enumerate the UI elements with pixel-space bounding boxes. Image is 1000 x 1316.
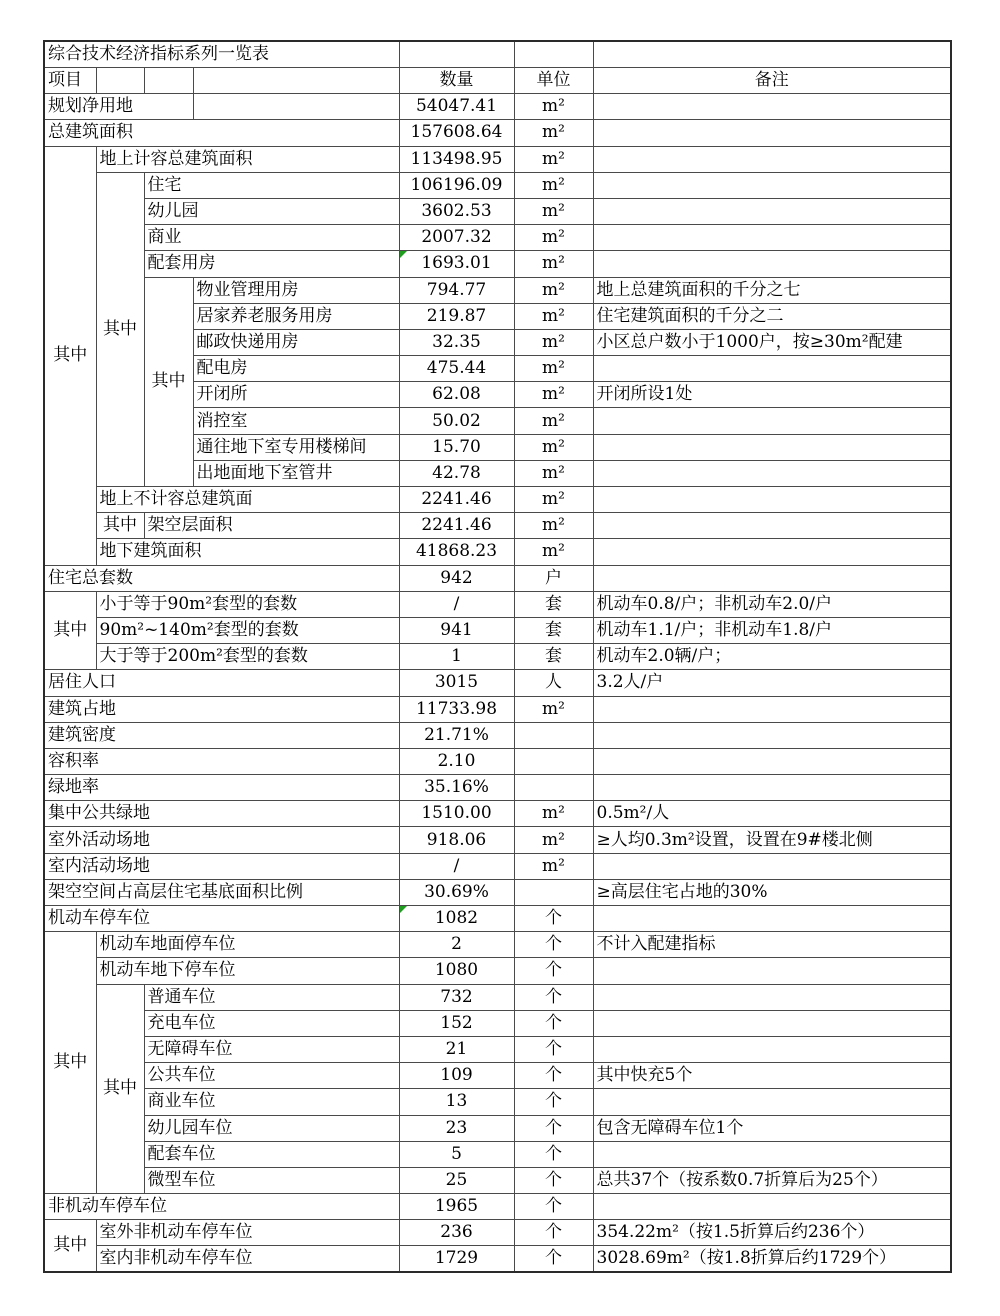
row-label: 室内活动场地 [44, 853, 399, 879]
remark-cell [593, 198, 951, 224]
row-label: 室外活动场地 [44, 827, 399, 853]
quantity-cell: 157608.64 [399, 120, 514, 146]
table-row [44, 906, 951, 932]
remark-cell: ≥人均0.3m²设置，设置在9#楼北侧 [593, 827, 951, 853]
row-label: 商业 [144, 225, 399, 251]
quantity-cell: 2241.46 [399, 487, 514, 513]
remark-cell [593, 146, 951, 172]
table-row [44, 68, 951, 94]
row-label: 容积率 [44, 748, 399, 774]
row-label: 地下建筑面积 [96, 539, 399, 565]
row-label: 公共车位 [144, 1063, 399, 1089]
unit-cell: 个 [514, 1063, 593, 1089]
remark-cell [593, 775, 951, 801]
row-label: 建筑占地 [44, 696, 399, 722]
remark-cell [593, 722, 951, 748]
row-label: 架空空间占高层住宅基底面积比例 [44, 879, 399, 905]
unit-cell: m² [514, 277, 593, 303]
table-row [44, 879, 951, 905]
table-row [44, 251, 951, 277]
table-row [44, 748, 951, 774]
remark-cell [593, 1194, 951, 1220]
spreadsheet-page [43, 40, 952, 1273]
table-row [44, 1141, 951, 1167]
remark-cell: 总共37个（按系数0.7折算后为25个） [593, 1167, 951, 1193]
remark-cell [593, 251, 951, 277]
row-label: 大于等于200m²套型的套数 [96, 644, 399, 670]
table-row [44, 225, 951, 251]
remark-cell: 小区总户数小于1000户，按≥30m²配建 [593, 329, 951, 355]
table-row [44, 853, 951, 879]
table-row [44, 487, 951, 513]
unit-cell: m² [514, 513, 593, 539]
quantity-cell: 13 [399, 1089, 514, 1115]
unit-cell: m² [514, 696, 593, 722]
row-label: 非机动车停车位 [44, 1194, 399, 1220]
unit-cell: 个 [514, 1220, 593, 1246]
table-row [44, 172, 951, 198]
unit-cell: m² [514, 94, 593, 120]
remark-cell [593, 1089, 951, 1115]
unit-cell: 个 [514, 1246, 593, 1273]
quantity-cell: 2 [399, 932, 514, 958]
column-header: 项目 [44, 68, 96, 94]
quantity-cell: / [399, 853, 514, 879]
unit-cell: 个 [514, 1036, 593, 1062]
quantity-cell: 475.44 [399, 356, 514, 382]
quantity-cell: 25 [399, 1167, 514, 1193]
remark-cell [593, 748, 951, 774]
quantity-cell: 21.71% [399, 722, 514, 748]
row-label: 住宅总套数 [44, 565, 399, 591]
remark-cell [593, 853, 951, 879]
unit-cell [514, 722, 593, 748]
column-header: 数量 [399, 68, 514, 94]
quantity-cell: 2241.46 [399, 513, 514, 539]
table-row [44, 1036, 951, 1062]
quantity-cell: 30.69% [399, 879, 514, 905]
table-row [44, 1246, 951, 1273]
remark-cell: 354.22m²（按1.5折算后约236个） [593, 1220, 951, 1246]
remark-cell: 机动车1.1/户；非机动车1.8/户 [593, 617, 951, 643]
empty-cell [514, 41, 593, 68]
unit-cell: m² [514, 801, 593, 827]
row-label: 配套用房 [144, 251, 399, 277]
table-row [44, 801, 951, 827]
table-row [44, 565, 951, 591]
remark-cell [593, 434, 951, 460]
row-label: 微型车位 [144, 1167, 399, 1193]
unit-cell: m² [514, 225, 593, 251]
remark-cell [593, 356, 951, 382]
quantity-cell: 2.10 [399, 748, 514, 774]
quantity-cell: 942 [399, 565, 514, 591]
table-row [44, 277, 951, 303]
remark-cell [593, 94, 951, 120]
row-label: 商业车位 [144, 1089, 399, 1115]
empty-cell [593, 41, 951, 68]
table-row [44, 120, 951, 146]
unit-cell: m² [514, 853, 593, 879]
row-label: 消控室 [193, 408, 399, 434]
table-row [44, 1010, 951, 1036]
quantity-cell: 1965 [399, 1194, 514, 1220]
table-row [44, 722, 951, 748]
row-label: 室外非机动车停车位 [96, 1220, 399, 1246]
row-label: 无障碍车位 [144, 1036, 399, 1062]
table-row [44, 1115, 951, 1141]
unit-cell: 个 [514, 958, 593, 984]
quantity-cell: 1 [399, 644, 514, 670]
remark-cell [593, 984, 951, 1010]
remark-cell [593, 1036, 951, 1062]
unit-cell: 个 [514, 1194, 593, 1220]
row-label: 通往地下室专用楼梯间 [193, 434, 399, 460]
unit-cell: m² [514, 487, 593, 513]
unit-cell: 个 [514, 1010, 593, 1036]
table-row [44, 1063, 951, 1089]
remark-cell [593, 408, 951, 434]
row-label: 居住人口 [44, 670, 399, 696]
quantity-cell: 1729 [399, 1246, 514, 1273]
unit-cell: 户 [514, 565, 593, 591]
empty-cell [193, 68, 399, 94]
unit-cell: m² [514, 198, 593, 224]
remark-cell: 3.2人/户 [593, 670, 951, 696]
remark-cell: 3028.69m²（按1.8折算后约1729个） [593, 1246, 951, 1273]
indicator-table [43, 40, 952, 1273]
row-label: 邮政快递用房 [193, 329, 399, 355]
unit-cell: 套 [514, 617, 593, 643]
remark-cell: 机动车2.0辆/户； [593, 644, 951, 670]
remark-cell [593, 696, 951, 722]
quantity-cell: 1693.01 [399, 251, 514, 277]
quantity-cell: 918.06 [399, 827, 514, 853]
remark-cell [593, 1141, 951, 1167]
quantity-cell: 236 [399, 1220, 514, 1246]
row-label: 出地面地下室管井 [193, 460, 399, 486]
quantity-cell: 23 [399, 1115, 514, 1141]
column-header: 备注 [593, 68, 951, 94]
table-row [44, 617, 951, 643]
table-row [44, 827, 951, 853]
row-label: 地上不计容总建筑面 [96, 487, 399, 513]
unit-cell: m² [514, 382, 593, 408]
quantity-cell: 3015 [399, 670, 514, 696]
row-label: 地上计容总建筑面积 [96, 146, 399, 172]
table-row [44, 1167, 951, 1193]
remark-cell [593, 1010, 951, 1036]
row-label: 机动车地面停车位 [96, 932, 399, 958]
quantity-cell: 15.70 [399, 434, 514, 460]
table-row [44, 984, 951, 1010]
row-label: 物业管理用房 [193, 277, 399, 303]
table-body [44, 41, 951, 1272]
quantity-cell: 32.35 [399, 329, 514, 355]
unit-cell: m² [514, 827, 593, 853]
quantity-cell: 941 [399, 617, 514, 643]
unit-cell [514, 775, 593, 801]
remark-cell: ≥高层住宅占地的30% [593, 879, 951, 905]
unit-cell: m² [514, 329, 593, 355]
remark-cell [593, 539, 951, 565]
empty-cell [144, 68, 193, 94]
row-label: 普通车位 [144, 984, 399, 1010]
unit-cell: m² [514, 434, 593, 460]
table-row [44, 41, 951, 68]
unit-cell: m² [514, 356, 593, 382]
unit-cell: m² [514, 251, 593, 277]
quantity-cell: 42.78 [399, 460, 514, 486]
remark-cell [593, 172, 951, 198]
table-title: 综合技术经济指标系列一览表 [44, 41, 399, 68]
quantity-cell: 109 [399, 1063, 514, 1089]
table-row [44, 775, 951, 801]
row-label: 幼儿园车位 [144, 1115, 399, 1141]
row-label: 机动车地下停车位 [96, 958, 399, 984]
quantity-cell: / [399, 591, 514, 617]
table-row [44, 1089, 951, 1115]
remark-cell: 其中快充5个 [593, 1063, 951, 1089]
group-label-cell: 其中 [96, 513, 144, 539]
table-row [44, 644, 951, 670]
row-label: 配电房 [193, 356, 399, 382]
row-label: 90m²~140m²套型的套数 [96, 617, 399, 643]
remark-cell [593, 565, 951, 591]
empty-cell [96, 68, 144, 94]
remark-cell: 住宅建筑面积的千分之二 [593, 303, 951, 329]
unit-cell: 个 [514, 984, 593, 1010]
remark-cell: 机动车0.8/户；非机动车2.0/户 [593, 591, 951, 617]
row-label: 建筑密度 [44, 722, 399, 748]
quantity-cell: 152 [399, 1010, 514, 1036]
unit-cell: 套 [514, 591, 593, 617]
remark-cell [593, 225, 951, 251]
quantity-cell: 35.16% [399, 775, 514, 801]
row-label: 绿地率 [44, 775, 399, 801]
row-label: 配套车位 [144, 1141, 399, 1167]
table-row [44, 696, 951, 722]
quantity-cell: 11733.98 [399, 696, 514, 722]
quantity-cell: 3602.53 [399, 198, 514, 224]
quantity-cell: 54047.41 [399, 94, 514, 120]
empty-cell [399, 41, 514, 68]
table-row [44, 1194, 951, 1220]
quantity-cell: 41868.23 [399, 539, 514, 565]
table-row [44, 591, 951, 617]
row-label: 居家养老服务用房 [193, 303, 399, 329]
unit-cell: 人 [514, 670, 593, 696]
unit-cell: 个 [514, 906, 593, 932]
row-label: 住宅 [144, 172, 399, 198]
row-label: 开闭所 [193, 382, 399, 408]
quantity-cell: 106196.09 [399, 172, 514, 198]
quantity-cell: 1082 [399, 906, 514, 932]
table-row [44, 932, 951, 958]
remark-cell [593, 513, 951, 539]
unit-cell: 个 [514, 1141, 593, 1167]
quantity-cell: 50.02 [399, 408, 514, 434]
remark-cell: 地上总建筑面积的千分之七 [593, 277, 951, 303]
remark-cell [593, 460, 951, 486]
unit-cell: 套 [514, 644, 593, 670]
table-row [44, 146, 951, 172]
row-label: 总建筑面积 [44, 120, 399, 146]
unit-cell: m² [514, 539, 593, 565]
group-label-cell: 其中 [96, 172, 144, 486]
table-row [44, 198, 951, 224]
row-label: 幼儿园 [144, 198, 399, 224]
row-label: 充电车位 [144, 1010, 399, 1036]
unit-cell: m² [514, 172, 593, 198]
group-label-cell: 其中 [44, 1220, 96, 1273]
quantity-cell: 113498.95 [399, 146, 514, 172]
unit-cell: m² [514, 146, 593, 172]
group-label-cell: 其中 [44, 146, 96, 565]
row-label: 架空层面积 [144, 513, 399, 539]
unit-cell: 个 [514, 1115, 593, 1141]
row-label: 集中公共绿地 [44, 801, 399, 827]
unit-cell: m² [514, 120, 593, 146]
group-label-cell: 其中 [96, 984, 144, 1194]
column-header: 单位 [514, 68, 593, 94]
unit-cell: 个 [514, 1167, 593, 1193]
group-label-cell: 其中 [44, 932, 96, 1194]
remark-cell: 开闭所设1处 [593, 382, 951, 408]
remark-cell: 不计入配建指标 [593, 932, 951, 958]
remark-cell: 包含无障碍车位1个 [593, 1115, 951, 1141]
empty-cell [193, 94, 399, 120]
quantity-cell: 794.77 [399, 277, 514, 303]
table-row [44, 1220, 951, 1246]
table-row [44, 670, 951, 696]
unit-cell: 个 [514, 1089, 593, 1115]
row-label: 规划净用地 [44, 94, 193, 120]
quantity-cell: 219.87 [399, 303, 514, 329]
remark-cell [593, 906, 951, 932]
group-label-cell: 其中 [44, 591, 96, 670]
unit-cell: m² [514, 408, 593, 434]
remark-cell [593, 120, 951, 146]
unit-cell [514, 748, 593, 774]
remark-cell [593, 958, 951, 984]
table-row [44, 539, 951, 565]
table-row [44, 94, 951, 120]
unit-cell: m² [514, 460, 593, 486]
quantity-cell: 732 [399, 984, 514, 1010]
quantity-cell: 1510.00 [399, 801, 514, 827]
group-label-cell: 其中 [144, 277, 193, 487]
unit-cell [514, 879, 593, 905]
quantity-cell: 62.08 [399, 382, 514, 408]
quantity-cell: 1080 [399, 958, 514, 984]
quantity-cell: 21 [399, 1036, 514, 1062]
row-label: 室内非机动车停车位 [96, 1246, 399, 1273]
unit-cell: 个 [514, 932, 593, 958]
row-label: 小于等于90m²套型的套数 [96, 591, 399, 617]
unit-cell: m² [514, 303, 593, 329]
row-label: 机动车停车位 [44, 906, 399, 932]
table-row [44, 513, 951, 539]
quantity-cell: 5 [399, 1141, 514, 1167]
quantity-cell: 2007.32 [399, 225, 514, 251]
table-row [44, 958, 951, 984]
remark-cell: 0.5m²/人 [593, 801, 951, 827]
remark-cell [593, 487, 951, 513]
